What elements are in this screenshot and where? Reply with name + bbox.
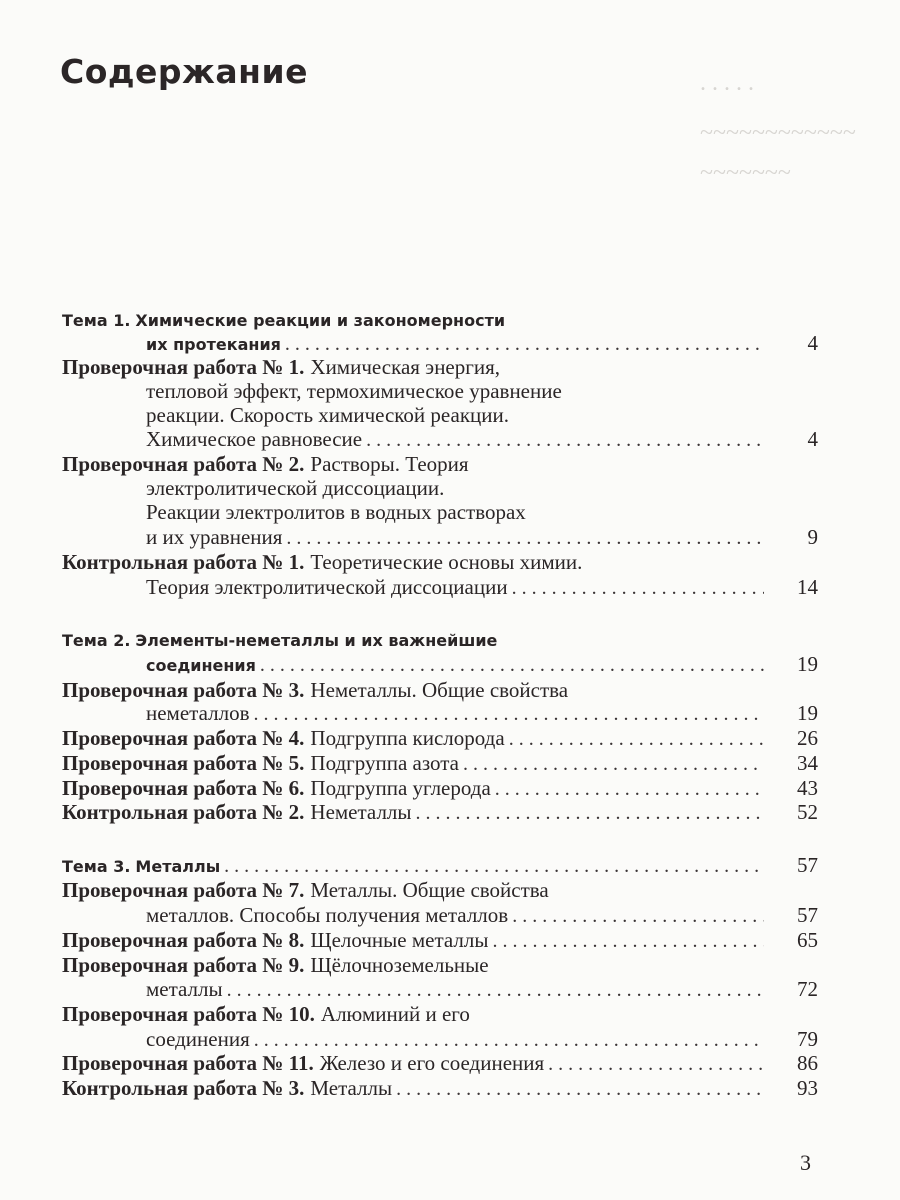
toc-entry-text: Щелочные металлы	[310, 928, 489, 952]
dot-leader	[512, 576, 764, 601]
toc-entry-label: Тема 3.	[62, 857, 131, 876]
toc-page-number: 4	[807, 427, 818, 451]
toc-entry-text: металлов. Способы получения металлов	[146, 903, 509, 927]
toc-entry-text: Алюминий и его	[320, 1002, 470, 1026]
dot-leader	[285, 332, 764, 357]
toc-page-number: 79	[797, 1027, 818, 1051]
toc-entry-label: Проверочная работа № 10.	[62, 1002, 315, 1026]
toc-page-number: 4	[807, 331, 818, 355]
toc-entry-line	[146, 427, 818, 452]
dot-leader	[224, 854, 764, 879]
toc-entry-label: Тема 1.	[62, 311, 131, 330]
toc-entry-line	[146, 525, 818, 550]
toc-entry-text: электролитической диссоциации.	[146, 476, 445, 500]
toc-entry-text: Теоретические основы химии.	[310, 550, 583, 574]
toc-entry-label: Проверочная работа № 7.	[62, 878, 305, 902]
toc-entry-line	[62, 776, 818, 801]
toc-entry-label: Контрольная работа № 2.	[62, 800, 305, 824]
dot-leader	[509, 727, 764, 752]
toc-entry-text: Химические реакции и закономерности	[135, 311, 506, 330]
bleed-through-text: ~~~~~~~	[700, 160, 791, 186]
toc-page-number: 86	[797, 1051, 818, 1075]
toc-page-number: 57	[797, 853, 818, 877]
toc-entry-label: Проверочная работа № 4.	[62, 726, 305, 750]
toc-entry-line	[146, 500, 818, 525]
toc-entry-line	[62, 751, 818, 776]
toc-entry-line	[146, 977, 818, 1002]
toc-entry-line	[62, 928, 818, 953]
toc-page-number: 19	[797, 652, 818, 676]
toc-entry-line	[62, 355, 818, 380]
toc-entry-label: Контрольная работа № 3.	[62, 1076, 305, 1100]
toc-entry-line	[62, 1051, 818, 1076]
toc-entry-text: реакции. Скорость химической реакции.	[146, 403, 509, 427]
dot-leader	[253, 702, 764, 727]
toc-entry-line	[62, 1076, 818, 1101]
toc-page-number: 43	[797, 776, 818, 800]
dot-leader	[227, 978, 764, 1003]
toc-entry-line	[62, 800, 818, 825]
toc-entry-line	[62, 452, 818, 477]
toc-page-number: 57	[797, 903, 818, 927]
toc-theme-line	[146, 331, 818, 356]
toc-entry-line	[146, 903, 818, 928]
toc-page-number: 65	[797, 928, 818, 952]
toc-entry-text: и их уравнения	[146, 525, 283, 549]
toc-entry-text: их протекания	[146, 335, 281, 354]
dot-leader	[495, 777, 764, 802]
toc-page-number: 14	[797, 575, 818, 599]
toc-page-number: 26	[797, 726, 818, 750]
toc-entry-text: тепловой эффект, термохимическое уравнение	[146, 379, 562, 403]
toc-entry-line	[62, 1002, 818, 1027]
toc-entry-text: Металлы. Общие свойства	[310, 878, 549, 902]
toc-entry-line	[62, 550, 818, 575]
toc-entry-line	[146, 701, 818, 726]
toc-theme-line	[62, 628, 818, 653]
toc-entry-text: соединения	[146, 656, 256, 675]
toc-entry-label: Проверочная работа № 9.	[62, 953, 305, 977]
toc-entry-line	[146, 1027, 818, 1052]
toc-theme-line	[62, 308, 818, 333]
toc-entry-text: Реакции электролитов в водных растворах	[146, 500, 526, 524]
toc-entry-label: Проверочная работа № 8.	[62, 928, 305, 952]
dot-leader	[396, 1077, 764, 1102]
dot-leader	[512, 904, 764, 929]
toc-entry-line	[146, 575, 818, 600]
dot-leader	[254, 1028, 764, 1053]
toc-entry-line	[62, 953, 818, 978]
dot-leader	[548, 1052, 764, 1077]
toc-entry-line	[146, 403, 818, 428]
toc-entry-text: Теория электролитической диссоциации	[146, 575, 508, 599]
page-title: Содержание	[60, 52, 308, 91]
toc-theme-line	[62, 853, 818, 878]
toc-entry-label: Проверочная работа № 1.	[62, 355, 305, 379]
toc-entry-label: Проверочная работа № 6.	[62, 776, 305, 800]
toc-entry-text: Химическое равновесие	[146, 427, 363, 451]
toc-entry-text: Металлы	[135, 857, 221, 876]
toc-page-number: 9	[807, 525, 818, 549]
toc-entry-text: Неметаллы. Общие свойства	[310, 678, 569, 702]
toc-entry-line	[146, 476, 818, 501]
toc-page-number: 93	[797, 1076, 818, 1100]
toc-entry-text: Металлы	[310, 1076, 393, 1100]
toc-entry-text: Щёлочноземельные	[310, 953, 489, 977]
bleed-through-text: ~~~~~~~~~~~~	[700, 120, 856, 146]
toc-page-number: 34	[797, 751, 818, 775]
toc-entry-label: Контрольная работа № 1.	[62, 550, 305, 574]
toc-entry-line	[62, 678, 818, 703]
dot-leader	[416, 801, 764, 826]
dot-leader	[260, 653, 764, 678]
toc-entry-label: Тема 2.	[62, 631, 131, 650]
toc-page-number: 19	[797, 701, 818, 725]
toc-entry-text: Неметаллы	[310, 800, 412, 824]
page-number: 3	[800, 1150, 811, 1175]
toc-entry-text: Железо и его соединения	[319, 1051, 545, 1075]
toc-entry-label: Проверочная работа № 11.	[62, 1051, 314, 1075]
toc-entry-text: неметаллов	[146, 701, 250, 725]
dot-leader	[463, 752, 764, 777]
toc-page-number: 72	[797, 977, 818, 1001]
toc-entry-text: Подгруппа кислорода	[310, 726, 505, 750]
toc-entry-line	[62, 878, 818, 903]
toc-entry-text: Химическая энергия,	[310, 355, 501, 379]
bleed-through-text: . . . . .	[700, 70, 754, 96]
toc-entry-line	[146, 379, 818, 404]
toc-entry-text: Подгруппа азота	[310, 751, 460, 775]
dot-leader	[286, 526, 764, 551]
dot-leader	[366, 428, 764, 453]
toc-entry-text: Подгруппа углерода	[310, 776, 491, 800]
toc-entry-label: Проверочная работа № 3.	[62, 678, 305, 702]
toc-entry-text: Элементы-неметаллы и их важнейшие	[135, 631, 498, 650]
toc-entry-label: Проверочная работа № 5.	[62, 751, 305, 775]
toc-entry-label: Проверочная работа № 2.	[62, 452, 305, 476]
toc-entry-text: Растворы. Теория	[310, 452, 469, 476]
toc-entry-text: соединения	[146, 1027, 250, 1051]
dot-leader	[492, 929, 764, 954]
toc-entry-line	[62, 726, 818, 751]
toc-page-number: 52	[797, 800, 818, 824]
toc-entry-text: металлы	[146, 977, 223, 1001]
toc-theme-line	[146, 652, 818, 677]
